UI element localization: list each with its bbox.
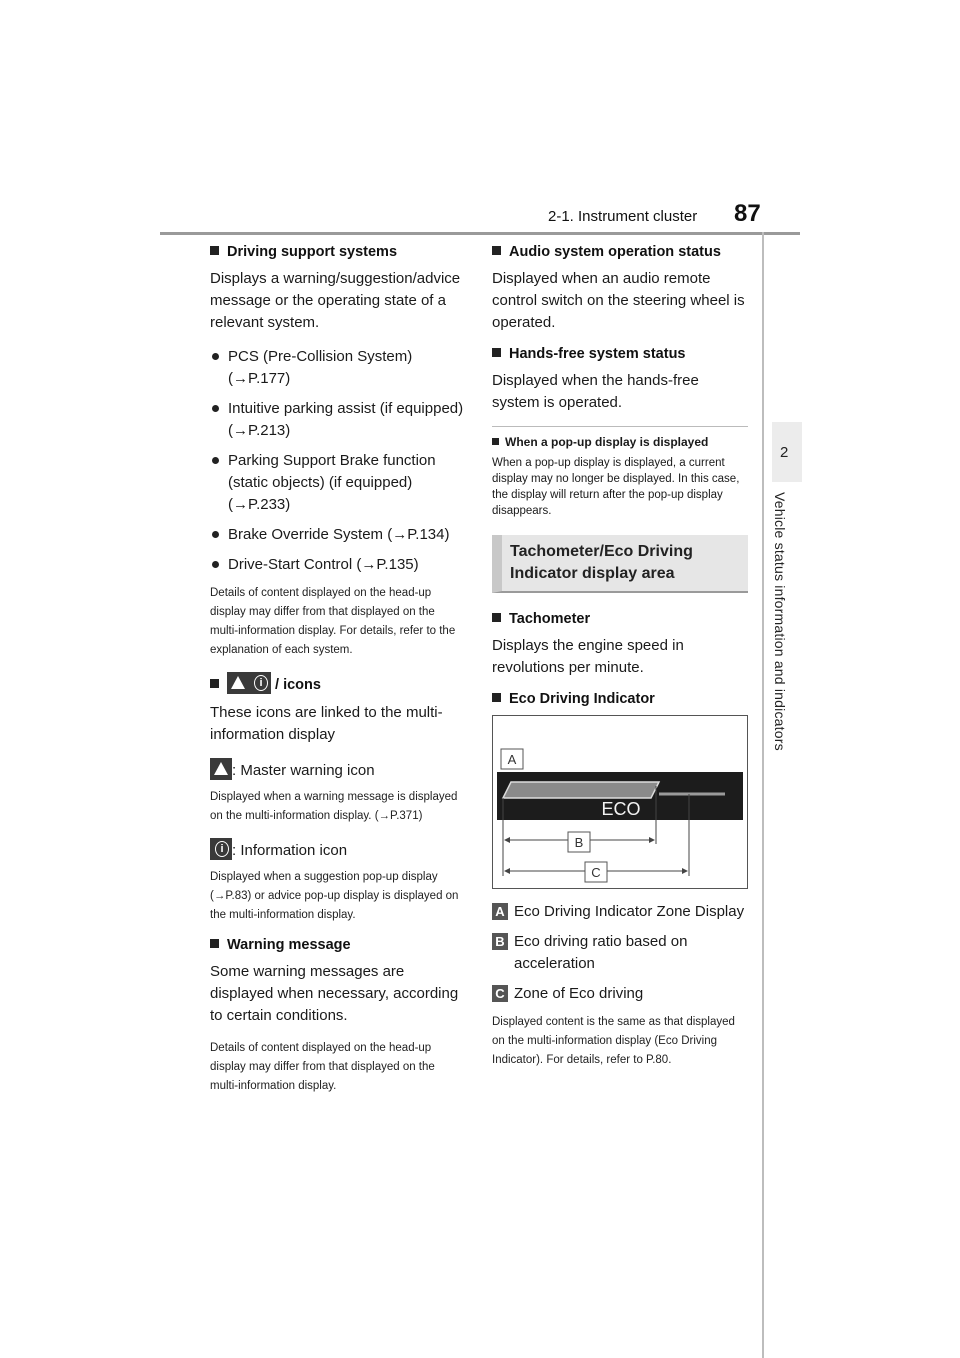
square-bullet-icon: [492, 613, 501, 622]
legend-key: B: [492, 933, 508, 950]
legend-key: C: [492, 985, 508, 1002]
label-b: B: [574, 835, 584, 850]
square-bullet-icon: [210, 246, 219, 255]
square-bullet-icon: [210, 939, 219, 948]
master-warning-note: Displayed when a warning message is displayed on the multi-information display. (→P.371): [210, 791, 458, 822]
divider: [492, 426, 748, 427]
legend-text: Eco driving ratio based on acceleration: [514, 933, 688, 972]
warning-heading: [210, 937, 466, 953]
heading-text: Warning message: [227, 937, 351, 953]
icons-heading: [210, 672, 466, 694]
square-bullet-icon: [492, 438, 499, 445]
list-item: Drive-Start Control (→P.135): [210, 554, 466, 576]
information-row: [210, 838, 466, 862]
tachometer-body: Displays the engine speed in revolutions per minute.: [492, 637, 684, 676]
section-box-title: Tachometer/Eco Driving Indicator display area: [492, 535, 748, 593]
heading-text: Driving support systems: [227, 244, 398, 260]
information-icon: [210, 838, 232, 860]
list-item: Brake Override System (→P.134): [210, 524, 466, 546]
header-rule: [160, 232, 800, 235]
square-bullet-icon: [492, 246, 501, 255]
driving-support-body: Displays a warning/suggestion/advice message or the operating state of a relevant system.: [210, 270, 461, 331]
audio-body: Displayed when an audio remote control switch on the steering wheel is operated.: [492, 270, 745, 331]
eco-indicator-illustration: [493, 716, 747, 888]
information-label: : Information icon: [232, 842, 348, 859]
right-column: [492, 238, 748, 1082]
tab-rule: [762, 232, 764, 1358]
master-warning-icon: [227, 672, 249, 694]
list-item: Parking Support Brake function (static objects) (if equipped) (→P.233): [210, 450, 466, 516]
heading-text: When a pop-up display is displayed: [505, 435, 709, 449]
legend-text: Zone of Eco driving: [514, 985, 644, 1002]
label-a: A: [507, 752, 517, 767]
eco-indicator-figure: [492, 715, 748, 889]
list-item: Intuitive parking assist (if equipped) (→P.213): [210, 398, 466, 442]
heading-text: / icons: [275, 677, 321, 693]
handsfree-heading: [492, 346, 748, 362]
legend-item-a: [492, 901, 748, 923]
legend-key: A: [492, 903, 508, 920]
information-note: Displayed when a suggestion pop-up display (→P.83) or advice pop-up display is displayed on the multi-information display.: [210, 871, 459, 921]
list-item: PCS (Pre-Collision System) (→P.177): [210, 346, 466, 390]
eco-note: Displayed content is the same as that displayed on the multi-information display (Eco Driving Indicator). For details, refer to P.80.: [492, 1016, 735, 1066]
square-bullet-icon: [492, 348, 501, 357]
left-column: [210, 238, 466, 1108]
handsfree-body: Displayed when the hands-free system is operated.: [492, 372, 699, 411]
warning-note: Details of content displayed on the head-up display may differ from that displayed on the multi-information display.: [210, 1042, 435, 1092]
legend-item-b: [492, 931, 748, 975]
page-number: 87: [734, 200, 761, 227]
driving-support-note: Details of content displayed on the head-up display may differ from that displayed on the multi-information display. For details, refer to the explanation of each system.: [210, 587, 456, 656]
chapter-label: Vehicle status information and indicators: [772, 492, 788, 751]
square-bullet-icon: [492, 693, 501, 702]
driving-support-heading: [210, 244, 466, 260]
heading-text: Audio system operation status: [509, 244, 721, 260]
icons-body: These icons are linked to the multi-information display: [210, 704, 443, 743]
legend-item-c: [492, 983, 748, 1005]
tachometer-heading: [492, 611, 748, 627]
square-bullet-icon: [210, 679, 219, 688]
information-icon: [249, 672, 271, 694]
master-warning-icon: [210, 758, 232, 780]
heading-text: Hands-free system status: [509, 346, 686, 362]
chapter-number: 2: [780, 444, 789, 461]
section-title: 2-1. Instrument cluster: [548, 208, 698, 225]
popup-body: When a pop-up display is displayed, a current display may no longer be displayed. In this case, the display will return after the pop-up display disappears.: [492, 457, 740, 517]
popup-heading: [492, 435, 748, 449]
label-c: C: [591, 865, 601, 880]
heading-text: Eco Driving Indicator: [509, 691, 655, 707]
heading-text: Tachometer: [509, 611, 591, 627]
audio-heading: [492, 244, 748, 260]
warning-body: Some warning messages are displayed when necessary, according to certain conditions.: [210, 963, 459, 1024]
legend-text: Eco Driving Indicator Zone Display: [514, 903, 745, 920]
eco-heading: [492, 691, 748, 707]
eco-label: ECO: [601, 799, 641, 819]
master-warning-label: : Master warning icon: [232, 762, 375, 779]
master-warning-row: [210, 758, 466, 782]
